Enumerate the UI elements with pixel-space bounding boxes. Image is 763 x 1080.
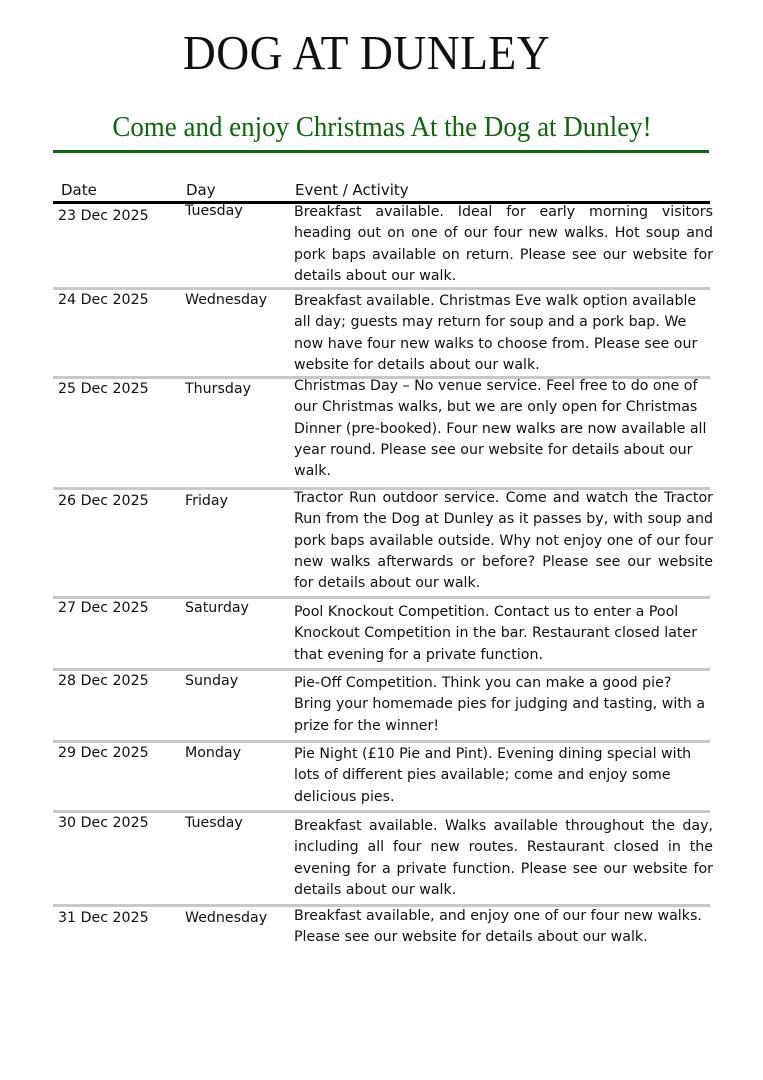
row-event: Pie-Off Competition. Think you can make a good pie? Bring your homemade pies for judging and tasting, with a prize for the winner! (294, 675, 706, 734)
row-day: Thursday (185, 381, 251, 397)
row-date: 26 Dec 2025 (58, 493, 149, 509)
row-date: 31 Dec 2025 (58, 910, 149, 926)
row-event: Breakfast available, and enjoy one of our four new walks. Please see our website for details about our walk. (294, 908, 702, 946)
row-date: 23 Dec 2025 (58, 208, 149, 224)
column-header-event: Event / Activity (295, 181, 409, 199)
row-event: Tractor Run outdoor service. Come and watch the Tractor Run from the Dog at Dunley as it passes by, with soup and pork baps available outside. Why not enjoy one of our four new walks afterwards or before? Please see our website for details about our walk. (294, 490, 713, 592)
row-divider (53, 596, 710, 599)
row-day: Tuesday (185, 203, 243, 219)
row-day: Monday (185, 745, 242, 761)
title-divider (53, 150, 709, 153)
row-date: 24 Dec 2025 (58, 292, 149, 308)
row-divider (53, 740, 710, 743)
row-event: Christmas Day – No venue service. Feel free to do one of our Christmas walks, but we are only open for Christmas Dinner (pre-booked). Four new walks are now available all year round. Please see our website for details about our walk. (294, 378, 707, 480)
row-date: 27 Dec 2025 (58, 600, 149, 616)
row-divider (53, 287, 710, 290)
row-date: 28 Dec 2025 (58, 673, 149, 689)
row-day: Friday (185, 493, 228, 509)
column-header-date: Date (61, 181, 97, 199)
row-day: Saturday (185, 600, 249, 616)
document-subtitle: Come and enjoy Christmas At the Dog at Dunley! (112, 111, 652, 143)
row-event: Breakfast available. Christmas Eve walk option available all day; guests may return for soup and a pork bap. We now have four new walks to choose from. Please see our website for details about our walk. (294, 293, 698, 373)
row-day: Wednesday (185, 292, 268, 308)
column-header-day: Day (186, 181, 216, 199)
row-day: Tuesday (185, 815, 243, 831)
row-event: Pool Knockout Competition. Contact us to enter a Pool Knockout Competition in the bar. Restaurant closed later that evening for a private function. (294, 604, 698, 663)
document-title: DOG AT DUNLEY (182, 25, 551, 80)
row-date: 25 Dec 2025 (58, 381, 149, 397)
row-divider (53, 810, 710, 813)
row-date: 29 Dec 2025 (58, 745, 149, 761)
row-event: Breakfast available. Ideal for early morning visitors heading out on one of our four new walks. Hot soup and pork baps available on return. Please see our website for details about our walk. (294, 204, 713, 284)
row-date: 30 Dec 2025 (58, 815, 149, 831)
row-event: Pie Night (£10 Pie and Pint). Evening dining special with lots of different pies available; come and enjoy some delicious pies. (294, 746, 692, 805)
row-day: Wednesday (185, 910, 268, 926)
row-day: Sunday (185, 673, 239, 689)
table-header (53, 180, 710, 202)
row-event: Breakfast available. Walks available throughout the day, including all four new routes. Restaurant closed in the evening for a private function. Please see our website for details about our walk. (294, 818, 713, 898)
row-divider (53, 668, 710, 671)
